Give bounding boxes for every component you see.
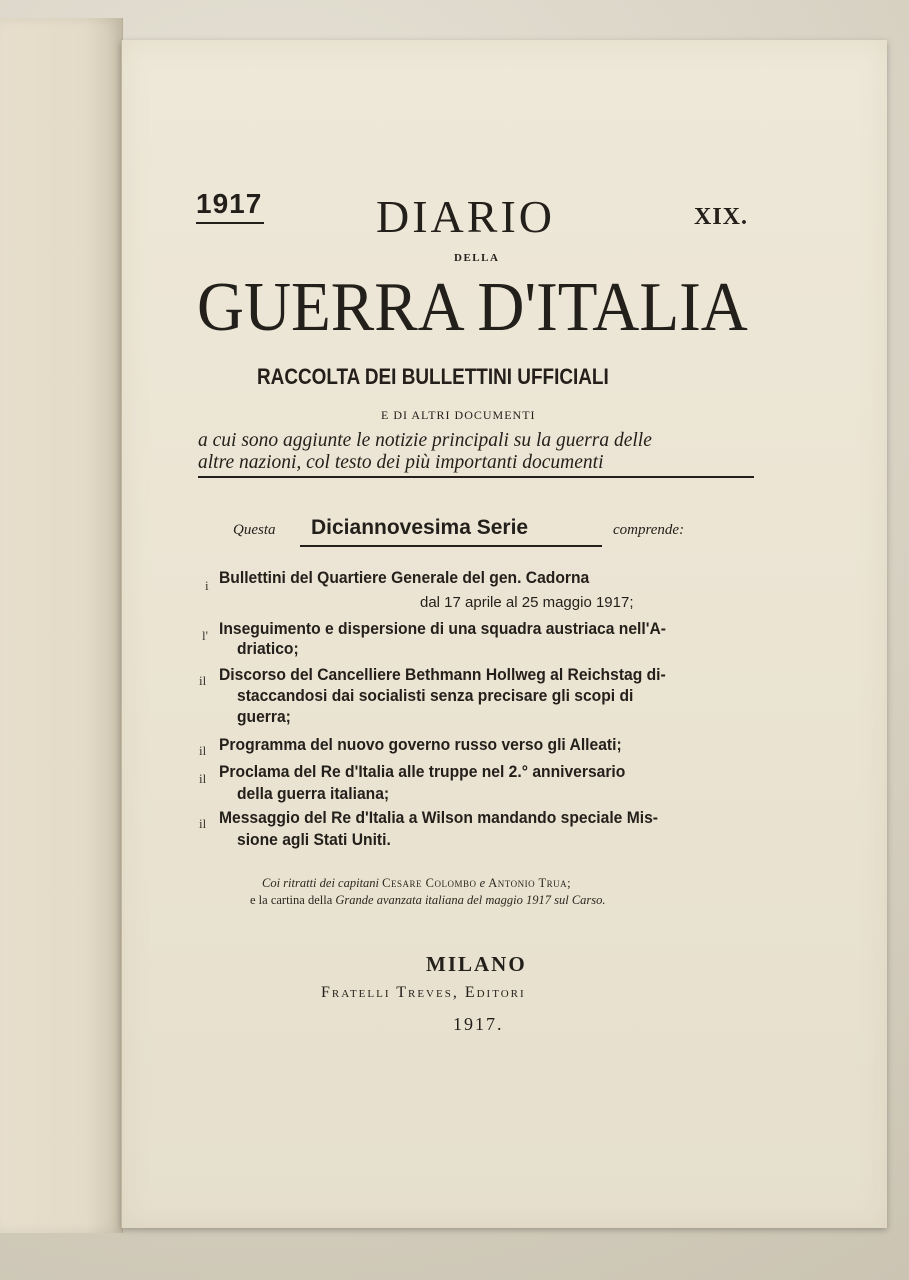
credits-conj: e [479,876,486,890]
imprint-publisher: Fratelli Treves, Editori [321,984,526,1001]
list-item-text: guerra; [237,707,291,726]
della-label: DELLA [454,252,500,264]
list-item-prefix: il [199,816,207,831]
series-questa: Questa [233,522,276,538]
list-item-date: dal 17 aprile al 25 maggio 1917; [420,594,634,611]
description-underline [198,476,754,478]
header-year: 1917 [196,188,263,219]
imprint-year: 1917. [453,1014,504,1034]
subtitle: RACCOLTA DEI BULLETTINI UFFICIALI [257,364,609,389]
credits-text: e la cartina della [250,893,333,907]
list-item-text: Discorso del Cancelliere Bethmann Hollweg al Reichstag di- [219,665,666,684]
list-item-text: sione agli Stati Uniti. [237,830,391,849]
credits-map-title: Grande avanzata italiana del maggio 1917 sul Carso. [335,893,606,907]
series-name: Diciannovesima Serie [311,516,529,539]
list-item-prefix: i [205,578,209,593]
credits-name-2: Antonio Trua; [488,876,572,890]
list-item-prefix: l' [202,628,208,643]
altri-documenti: E DI ALTRI DOCUMENTI [381,408,536,422]
imprint-city: MILANO [426,952,527,976]
list-item-text: driatico; [237,639,299,658]
list-item-prefix: il [199,771,207,786]
list-item-text: Inseguimento e dispersione di una squadra austriaca nell'A- [219,619,666,638]
credits-text: Coi ritratti dei capitani [262,876,380,890]
list-item-text: Programma del nuovo governo russo verso gli Alleati; [219,735,622,754]
list-item-text: della guerra italiana; [237,784,390,803]
credits-name-1: Cesare Colombo [382,876,477,890]
list-item-text: Messaggio del Re d'Italia a Wilson mandando speciale Mis- [219,808,658,827]
description-line-2: altre nazioni, col testo dei più importanti documenti [198,452,604,473]
list-item-text: staccandosi dai socialisti senza precisare gli scopi di [237,686,634,705]
main-title: GUERRA D'ITALIA [197,269,748,346]
credits-line-2 [250,893,606,908]
series-number: XIX. [694,204,749,230]
description-line-1: a cui sono aggiunte le notizie principali su la guerra delle [198,430,652,451]
list-item-prefix: il [199,743,207,758]
list-item-text: Proclama del Re d'Italia alle truppe nel 2.° anniversario [219,762,626,781]
left-page [0,18,123,1233]
credits-line-1 [262,876,571,891]
list-item-prefix: il [199,673,207,688]
series-name-underline [300,545,602,547]
list-item-text: Bullettini del Quartiere Generale del gen. Cadorna [219,568,590,587]
header-year-underline [196,222,264,224]
header-title: DIARIO [376,191,555,242]
series-comprende: comprende: [613,522,685,538]
